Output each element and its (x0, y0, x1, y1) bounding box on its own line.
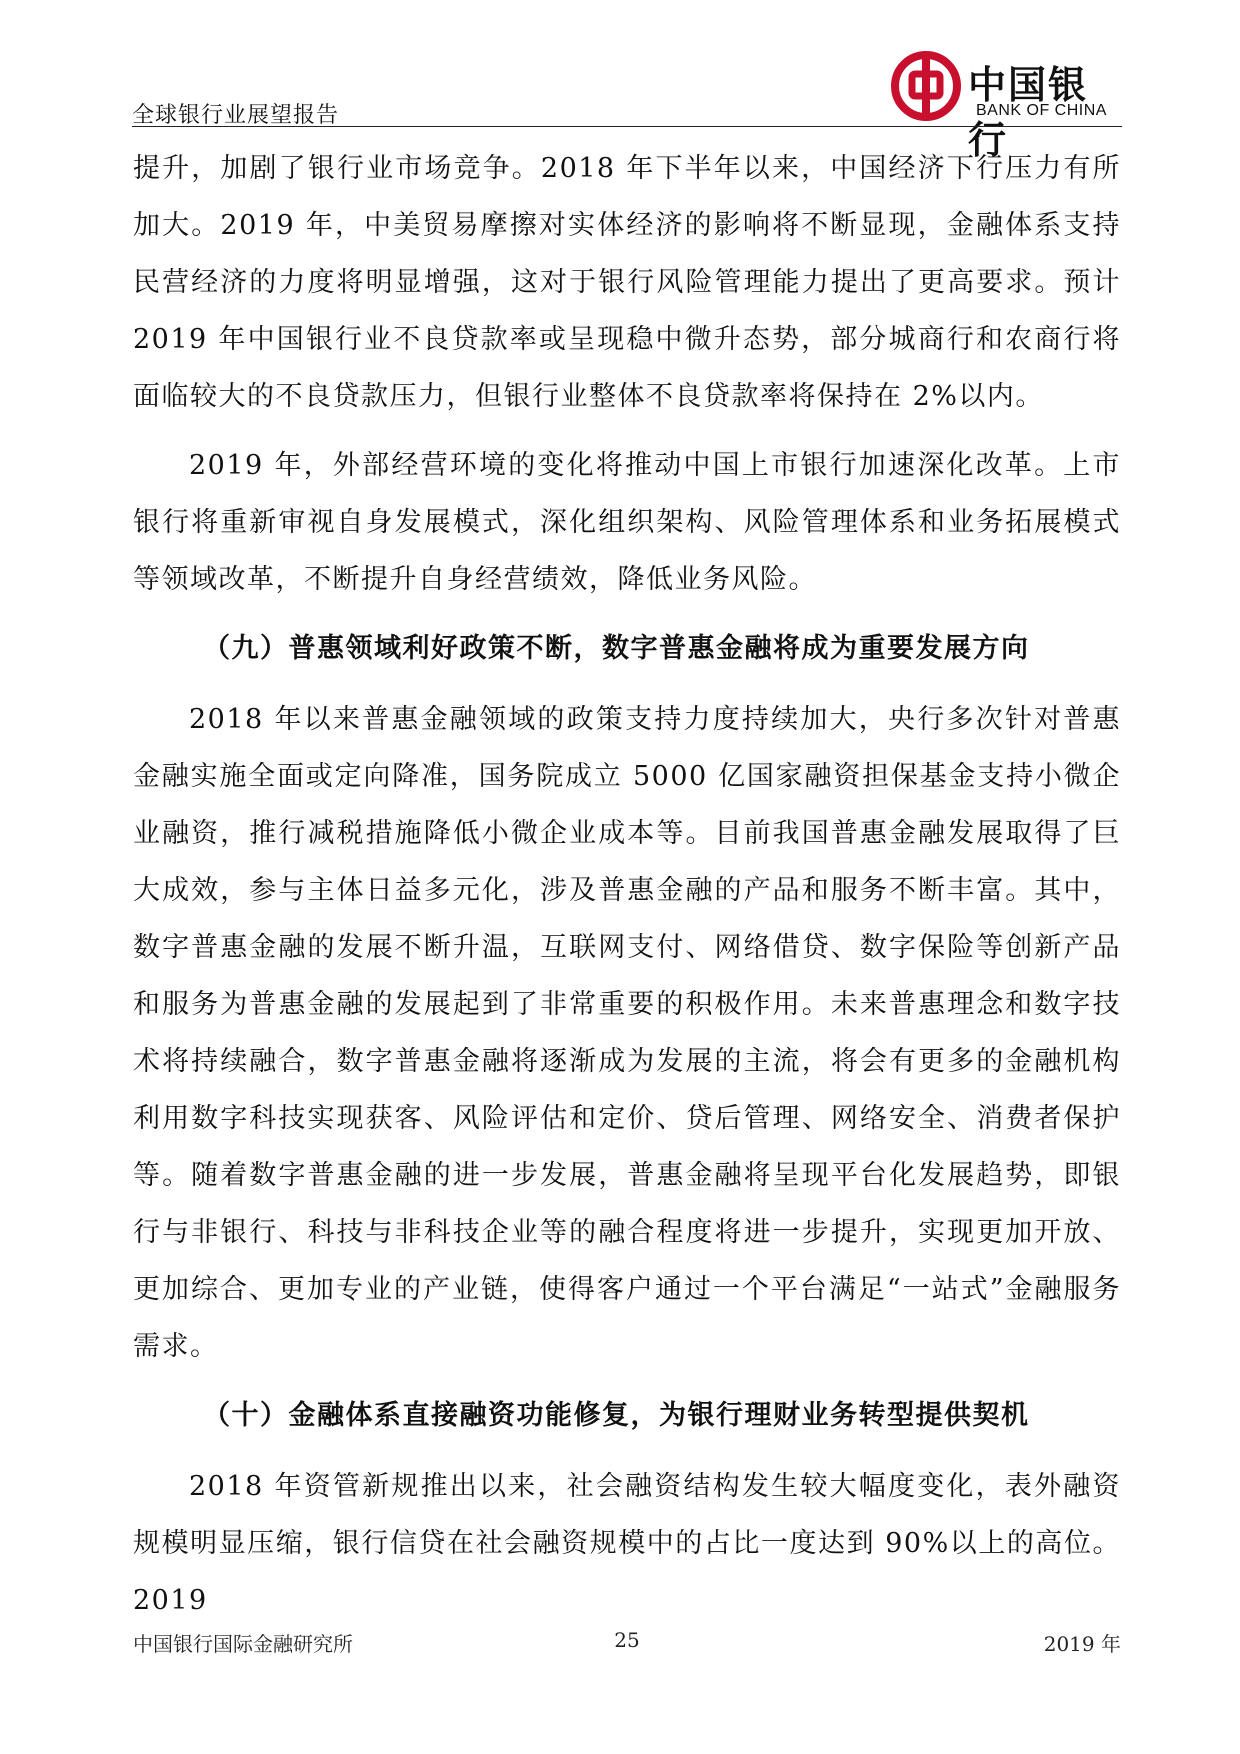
paragraph-3: 2018 年以来普惠金融领域的政策支持力度持续加大，央行多次针对普惠金融实施全面或定向降准，国务院成立 5000 亿国家融资担保基金支持小微企业融资，推行减税措施降低小微企业成本等。目前我国普惠金融发展取得了巨大成效，参与主体日益多元化，涉及普惠金融的产品和服务不断丰富。其中，数字普惠金融的发展不断升温，互联网支付、网络借贷、数字保险等创新产品和服务为普惠金融的发展起到了非常重要的积极作用。未来普惠理念和数字技术将持续融合，数字普惠金融将逐渐成为发展的主流，将会有更多的金融机构利用数字科技实现获客、风险评估和定价、贷后管理、网络安全、消费者保护等。随着数字普惠金融的进一步发展，普惠金融将呈现平台化发展趋势，即银行与非银行、科技与非科技企业等的融合程度将进一步提升，实现更加开放、更加综合、更加专业的产业链，使得客户通过一个平台满足“一站式”金融服务需求。 (133, 704, 1121, 1362)
bank-logo (890, 50, 1122, 162)
section-heading-9: （九）普惠领域利好政策不断，数字普惠金融将成为重要发展方向 (203, 633, 1030, 664)
page-number: 25 (614, 1628, 640, 1652)
paragraph-4: 2018 年资管新规推出以来，社会融资结构发生较大幅度变化，表外融资规模明显压缩，银行信贷在社会融资规模中的占比一度达到 90%以上的高位。2019 (133, 1471, 1121, 1616)
page-header (132, 48, 1122, 162)
logo-english-text: BANK OF CHINA (976, 102, 1107, 119)
section-heading-10: （十）金融体系直接融资功能修复，为银行理财业务转型提供契机 (203, 1400, 1030, 1431)
report-title: 全球银行业展望报告 (132, 103, 340, 128)
logo-chinese-text: 中国银行 (968, 62, 1089, 162)
page-footer (133, 1628, 1121, 1658)
header-divider (132, 126, 1122, 127)
footer-year: 2019 年 (1043, 1632, 1121, 1656)
paragraph-2: 2019 年，外部经营环境的变化将推动中国上市银行加速深化改革。上市银行将重新审视自身发展模式，深化组织架构、风险管理体系和业务拓展模式等领域改革，不断提升自身经营绩效，降低业务风险。 (133, 450, 1121, 595)
footer-institute: 中国银行国际金融研究所 (133, 1632, 353, 1656)
boc-emblem-icon (890, 50, 962, 122)
paragraph-1: 提升，加剧了银行业市场竞争。2018 年下半年以来，中国经济下行压力有所加大。2019 年，中美贸易摩擦对实体经济的影响将不断显现，金融体系支持民营经济的力度将明显增强，这对于银行风险管理能力提出了更高要求。预计 2019 年中国银行业不良贷款率或呈现稳中微升态势，部分城商行和农商行将面临较大的不良贷款压力，但银行业整体不良贷款率将保持在 2%以内。 (133, 153, 1121, 412)
page-body (133, 140, 1121, 1641)
